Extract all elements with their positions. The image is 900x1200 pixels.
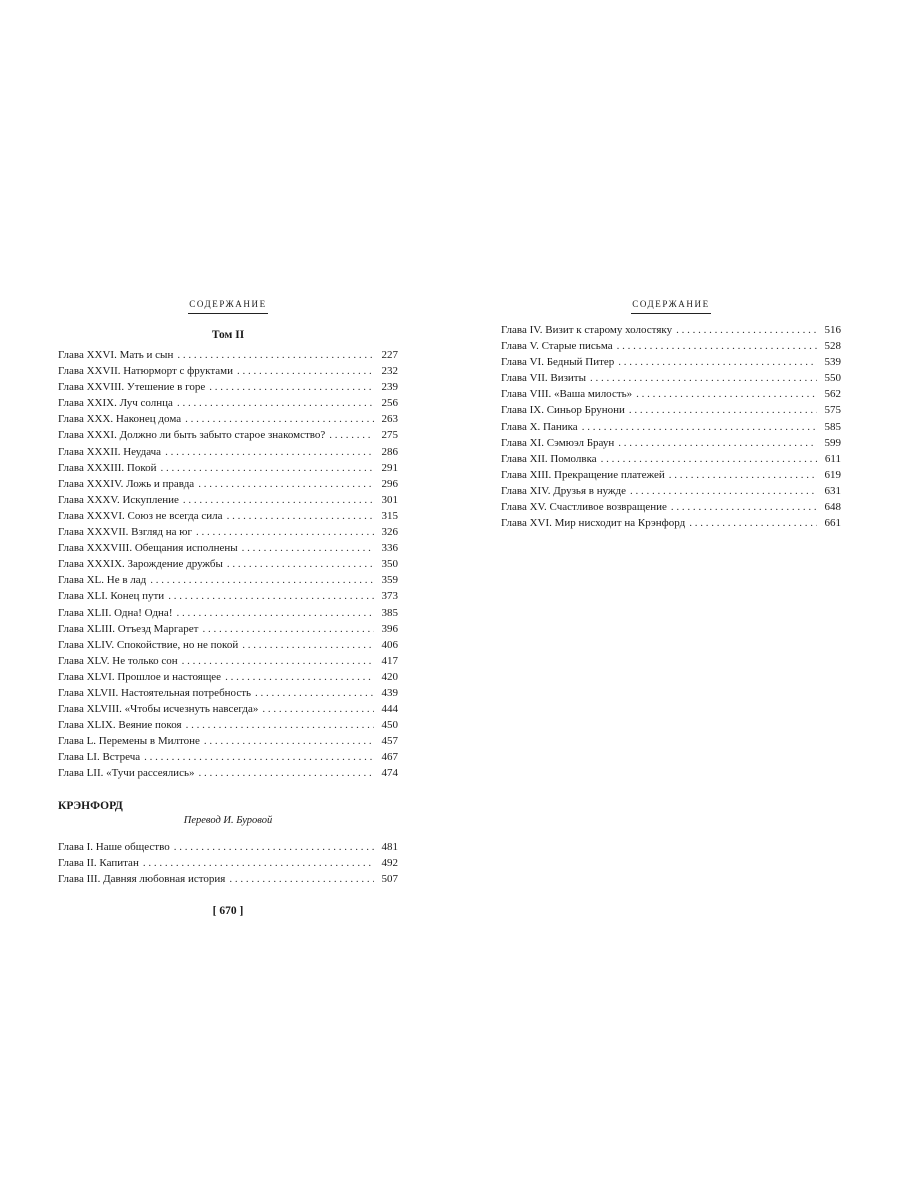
chapter-title: Глава VI. Бедный Питер [501,356,615,369]
page-ref: 275 [381,429,398,442]
toc-list-volume-2 [58,347,398,782]
chapter-title: Глава XXXIX. Зарождение дружбы [58,558,223,571]
page-ref: 467 [381,751,398,764]
chapter-title: Глава XLVIII. «Чтобы исчезнуть навсегда» [58,703,259,716]
chapter-title: Глава XLIX. Веяние покоя [58,719,182,732]
dot-leader [582,419,817,435]
page-ref: 396 [381,622,398,635]
page-ref: 291 [381,461,398,474]
toc-entry[interactable] [58,427,398,443]
toc-entry[interactable] [58,637,398,653]
page-ref: 575 [824,404,841,417]
head-rule [631,313,711,314]
toc-entry[interactable] [58,476,398,492]
toc-list-cranford-continued [501,322,841,531]
toc-entry[interactable] [58,669,398,685]
chapter-title: Глава XLV. Не только сон [58,654,178,667]
page-ref: 350 [381,558,398,571]
dot-leader [198,765,374,781]
chapter-title: Глава I. Наше общество [58,840,170,853]
dot-leader [204,733,374,749]
page-ref: 326 [381,526,398,539]
running-head: СОДЕРЖАНИЕ [189,299,267,309]
page-ref: 619 [824,468,841,481]
toc-entry[interactable] [58,605,398,621]
chapter-title: Глава XV. Счастливое возвращение [501,501,667,514]
dot-leader [618,435,817,451]
toc-entry[interactable] [501,370,841,386]
page-ref: 420 [381,670,398,683]
page-ref: 492 [381,856,398,869]
dot-leader [689,515,817,531]
toc-entry[interactable] [58,733,398,749]
page-ref: 385 [381,606,398,619]
dot-leader [209,379,374,395]
page-ref: 444 [381,703,398,716]
page-ref: 406 [381,638,398,651]
chapter-title: Глава XL. Не в лад [58,574,147,587]
toc-entry[interactable] [501,386,841,402]
page-ref: 227 [381,349,398,361]
toc-list-cranford [58,839,398,887]
chapter-title: Глава XII. Помолвка [501,452,597,465]
dot-leader [255,685,374,701]
dot-leader [177,395,374,411]
page-ref: 450 [381,719,398,732]
toc-entry[interactable] [501,354,841,370]
dot-leader [202,621,374,637]
toc-entry[interactable] [58,701,398,717]
dot-leader [671,499,817,515]
toc-entry[interactable] [501,435,841,451]
head-rule [188,313,268,314]
dot-leader [182,653,374,669]
dot-leader [150,572,374,588]
toc-entry[interactable] [58,460,398,476]
page-ref: 263 [381,413,398,426]
toc-entry[interactable] [58,855,398,871]
toc-entry[interactable] [58,749,398,765]
dot-leader [237,363,374,379]
page-ref: 336 [381,542,398,555]
dot-leader [196,524,374,540]
dot-leader [669,467,817,483]
toc-entry[interactable] [58,379,398,395]
dot-leader [176,605,374,621]
chapter-title: Глава XLI. Конец пути [58,590,165,603]
page-number: [ 670 ] [212,904,244,917]
toc-entry[interactable] [58,492,398,508]
toc-entry[interactable] [58,411,398,427]
page-ref: 301 [381,493,398,506]
dot-leader [629,402,817,418]
toc-entry[interactable] [501,515,841,531]
dot-leader [168,588,374,604]
chapter-title: Глава XLVII. Настоятельная потребность [58,686,252,699]
toc-entry[interactable] [501,499,841,515]
page-ref: 611 [824,452,841,465]
page-ref: 239 [381,381,398,394]
chapter-title: Глава XXXI. Должно ли быть забыто старое знакомство? [58,429,326,442]
chapter-title: Глава LII. «Тучи рассеялись» [58,767,195,780]
page-ref: 256 [381,397,398,410]
dot-leader [630,483,817,499]
toc-entry[interactable] [501,402,841,418]
page-ref: 474 [381,767,398,780]
page-ref: 562 [824,388,841,401]
running-head: СОДЕРЖАНИЕ [632,299,710,309]
chapter-title: Глава XXXVIII. Обещания исполнены [58,542,238,555]
toc-entry[interactable] [501,451,841,467]
chapter-title: Глава XVI. Мир нисходит на Крэнфорд [501,517,686,530]
dot-leader [174,839,374,855]
toc-entry[interactable] [58,395,398,411]
toc-entry[interactable] [58,871,398,887]
page-ref: 661 [824,517,841,530]
toc-entry[interactable] [58,685,398,701]
chapter-title: Глава XXXIII. Покой [58,461,157,474]
dot-leader [590,370,817,386]
page-ref: 599 [824,436,841,449]
chapter-title: Глава XXVI. Мать и сын [58,349,174,361]
dot-leader [601,451,817,467]
toc-entry[interactable] [58,540,398,556]
chapter-title: Глава XLVI. Прошлое и настоящее [58,670,222,683]
chapter-title: Глава II. Капитан [58,856,139,869]
toc-entry[interactable] [58,653,398,669]
chapter-title: Глава IX. Синьор Брунони [501,404,625,417]
chapter-title: Глава XXX. Наконец дома [58,413,182,426]
page-ref: 373 [381,590,398,603]
chapter-title: Глава XI. Сэмюэл Браун [501,436,615,449]
toc-entry[interactable] [58,556,398,572]
page-ref: 417 [381,654,398,667]
chapter-title: Глава L. Перемены в Милтоне [58,735,200,748]
toc-entry[interactable] [58,524,398,540]
dot-leader [161,460,374,476]
dot-leader [262,701,374,717]
dot-leader [676,322,817,338]
work-title: КРЭНФОРД [58,799,123,812]
toc-entry[interactable] [58,621,398,637]
dot-leader [242,637,374,653]
page-ref: 507 [381,872,398,885]
chapter-title: Глава IV. Визит к старому холостяку [501,324,673,336]
chapter-title: Глава XXXV. Искупление [58,493,179,506]
chapter-title: Глава XXXVI. Союз не всегда сила [58,509,223,522]
translator-credit: Перевод И. Буровой [183,814,273,826]
page-ref: 359 [381,574,398,587]
page-ref: 481 [381,840,398,853]
toc-entry[interactable] [58,363,398,379]
page-ref: 315 [381,509,398,522]
page-ref: 286 [381,445,398,458]
toc-entry[interactable] [501,467,841,483]
dot-leader [227,508,374,524]
toc-entry[interactable] [501,483,841,499]
page-ref: 539 [824,356,841,369]
toc-entry[interactable] [58,839,398,855]
toc-entry[interactable] [58,588,398,604]
toc-entry[interactable] [58,765,398,781]
page-ref: 232 [381,365,398,378]
page-ref: 648 [824,501,841,514]
page-ref: 631 [824,484,841,497]
chapter-title: Глава XXXVII. Взгляд на юг [58,526,192,539]
toc-entry[interactable] [58,347,398,363]
dot-leader [329,427,374,443]
chapter-title: Глава XXIX. Луч солнца [58,397,173,410]
right-page [501,298,841,531]
chapter-title: Глава X. Паника [501,420,578,433]
chapter-title: Глава XXVIII. Утешение в горе [58,381,206,394]
dot-leader [198,476,374,492]
dot-leader [617,338,817,354]
toc-entry[interactable] [501,322,841,338]
dot-leader [229,871,374,887]
chapter-title: Глава XIV. Друзья в нужде [501,484,627,497]
dot-leader [185,411,374,427]
dot-leader [242,540,374,556]
toc-entry[interactable] [58,508,398,524]
dot-leader [165,444,374,460]
dot-leader [225,669,374,685]
dot-leader [183,492,374,508]
page-ref: 516 [824,324,841,336]
chapter-title: Глава XXVII. Натюрморт с фруктами [58,365,234,378]
toc-entry[interactable] [58,572,398,588]
page-ref: 585 [824,420,841,433]
dot-leader [618,354,817,370]
dot-leader [144,749,374,765]
volume-title: Том II [211,329,245,341]
chapter-title: Глава VII. Визиты [501,372,587,385]
chapter-title: Глава XLIV. Спокойствие, но не покой [58,638,239,651]
chapter-title: Глава XXXII. Неудача [58,445,162,458]
toc-entry[interactable] [58,717,398,733]
chapter-title: Глава XLIII. Отъезд Маргарет [58,622,199,635]
left-page [58,298,398,918]
dot-leader [177,347,374,363]
dot-leader [227,556,374,572]
chapter-title: Глава V. Старые письма [501,340,613,353]
page-ref: 457 [381,735,398,748]
dot-leader [186,717,374,733]
toc-entry[interactable] [501,338,841,354]
dot-leader [143,855,374,871]
chapter-title: Глава III. Давняя любовная история [58,872,226,885]
page-ref: 550 [824,372,841,385]
toc-entry[interactable] [58,444,398,460]
page-ref: 528 [824,340,841,353]
chapter-title: Глава LI. Встреча [58,751,141,764]
chapter-title: Глава XXXIV. Ложь и правда [58,477,195,490]
toc-entry[interactable] [501,419,841,435]
chapter-title: Глава VIII. «Ваша милость» [501,388,633,401]
dot-leader [636,386,817,402]
page-ref: 439 [381,686,398,699]
chapter-title: Глава XLII. Одна! Одна! [58,606,173,619]
page-ref: 296 [381,477,398,490]
chapter-title: Глава XIII. Прекращение платежей [501,468,665,481]
